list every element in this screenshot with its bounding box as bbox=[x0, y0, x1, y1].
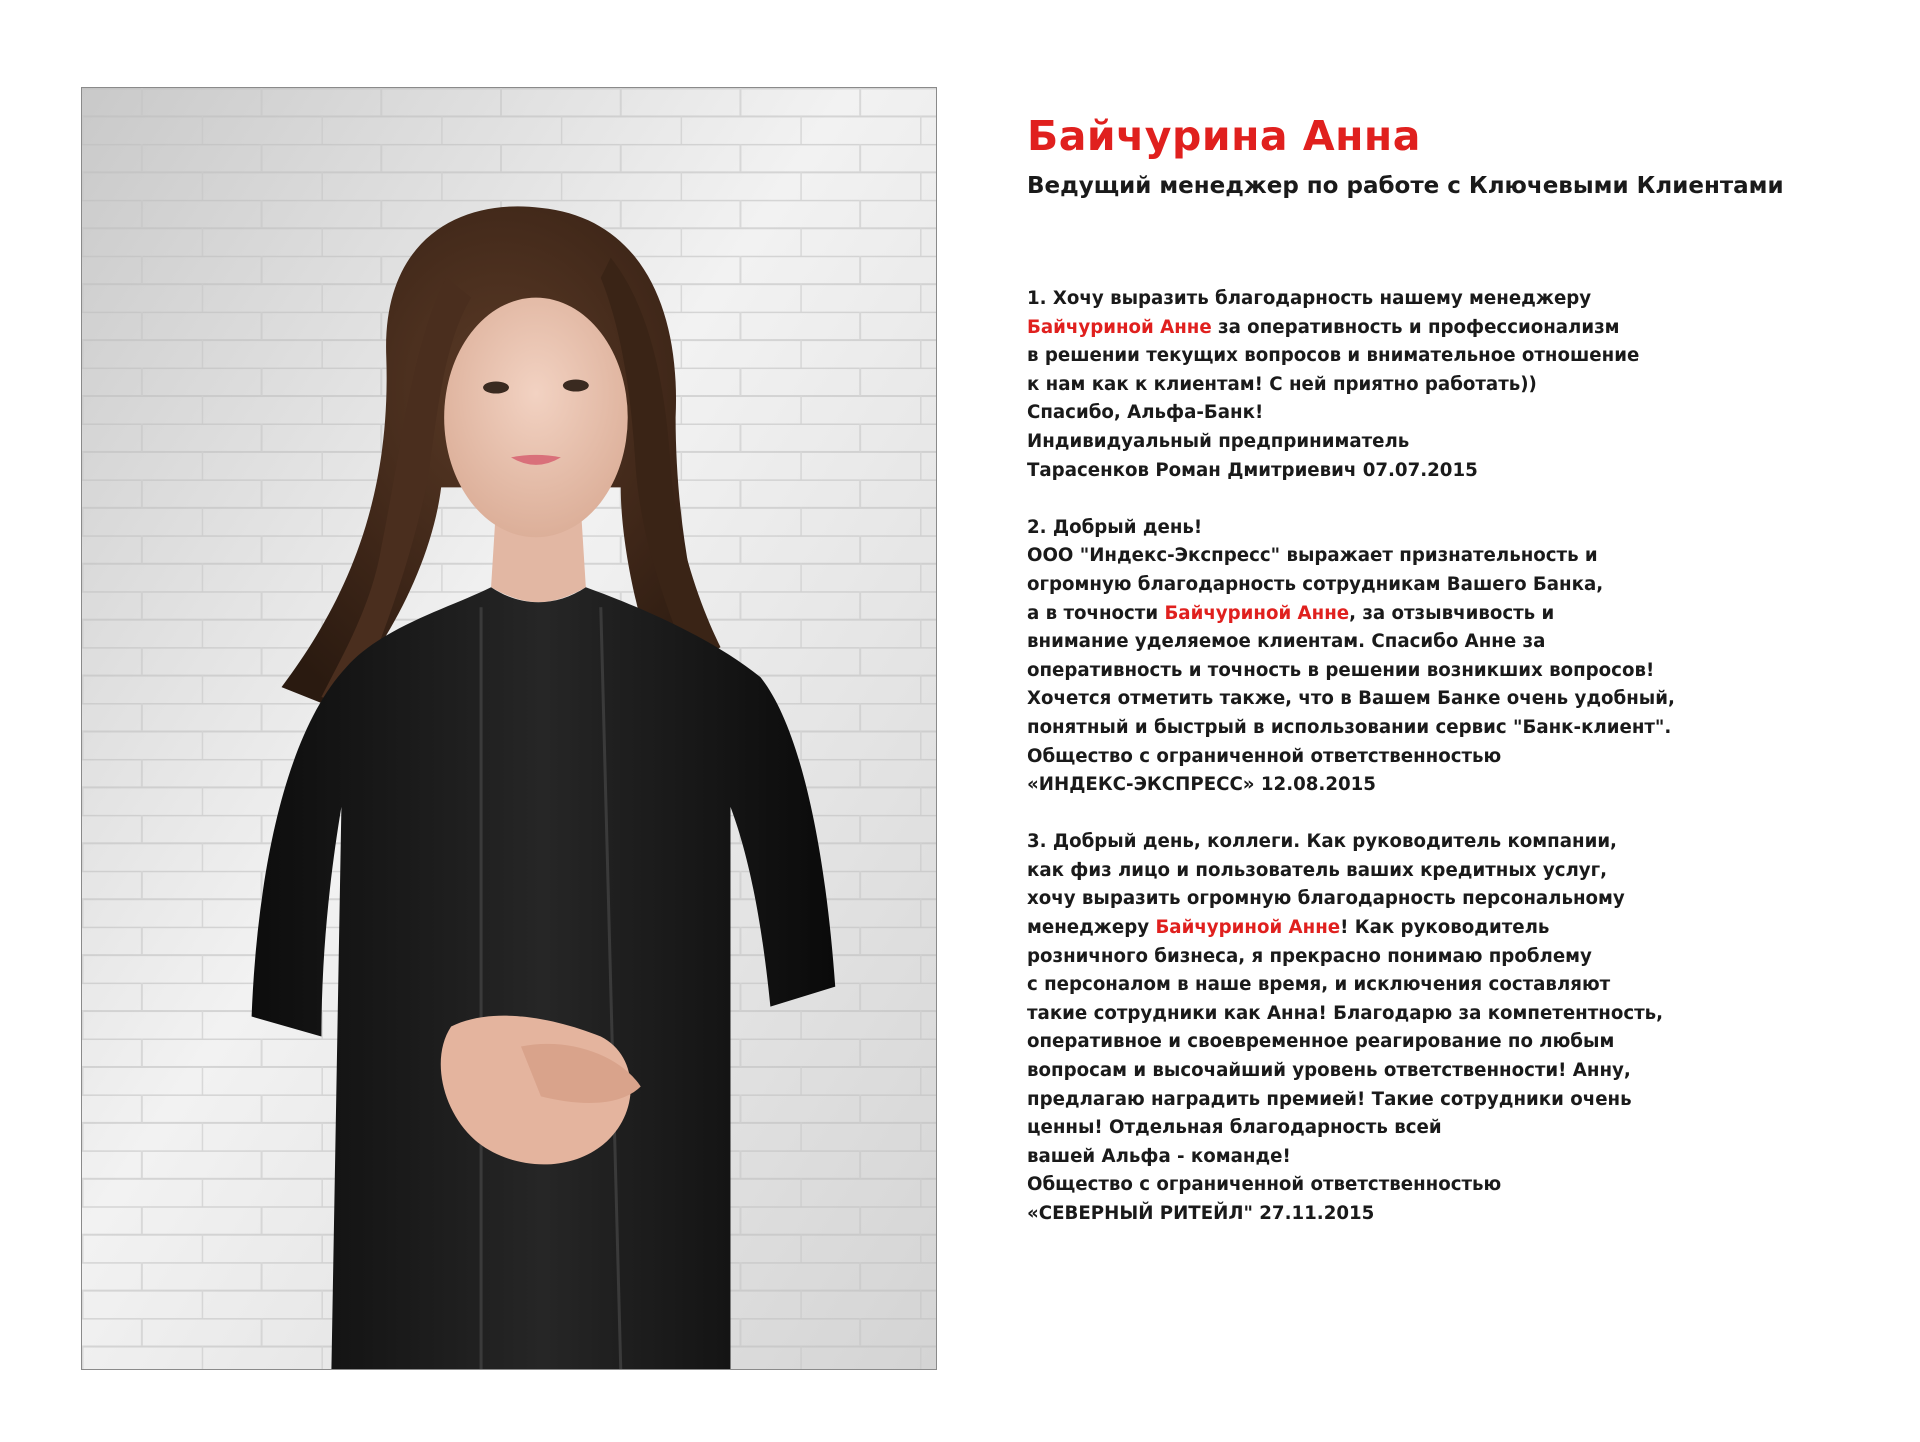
review-text: предлагаю наградить премией! Такие сотрудники очень bbox=[1027, 1088, 1632, 1110]
review-line bbox=[1027, 600, 1887, 629]
review-line bbox=[1027, 1028, 1887, 1057]
review-line bbox=[1027, 657, 1887, 686]
review-text: ценны! Отдельная благодарность всей bbox=[1027, 1117, 1442, 1139]
highlighted-employee-name: Байчуриной Анне bbox=[1027, 316, 1212, 338]
review-line bbox=[1027, 628, 1887, 657]
review-text: менеджеру bbox=[1027, 917, 1156, 939]
review-text: как физ лицо и пользователь ваших кредитных услуг, bbox=[1027, 859, 1608, 881]
review-text: за оперативность и профессионализм bbox=[1211, 316, 1620, 338]
portrait-photo-icon bbox=[82, 88, 936, 1369]
review-line bbox=[1027, 828, 1887, 857]
review-text: хочу выразить огромную благодарность персональному bbox=[1027, 888, 1625, 910]
review-text: вашей Альфа - команде! bbox=[1027, 1145, 1291, 1167]
review-text: «СЕВЕРНЫЙ РИТЕЙЛ" 27.11.2015 bbox=[1027, 1203, 1375, 1224]
review-line bbox=[1027, 314, 1887, 343]
review-text: ! Как руководитель bbox=[1340, 917, 1550, 939]
highlighted-employee-name: Байчуриной Анне bbox=[1164, 602, 1350, 624]
review-text: 2. Добрый день! bbox=[1027, 516, 1203, 538]
review-text: такие сотрудники как Анна! Благодарю за компетентность, bbox=[1027, 1002, 1664, 1024]
review-line bbox=[1027, 1114, 1887, 1143]
review-line bbox=[1027, 1057, 1887, 1086]
review-text: «ИНДЕКС-ЭКСПРЕСС» 12.08.2015 bbox=[1027, 774, 1376, 796]
review-text: Общество с ограниченной ответственностью bbox=[1027, 1174, 1502, 1196]
review-line bbox=[1027, 342, 1887, 371]
review-line bbox=[1027, 1143, 1887, 1172]
review-line bbox=[1027, 514, 1887, 543]
review-line bbox=[1027, 743, 1887, 772]
review-text: розничного бизнеса, я прекрасно понимаю проблему bbox=[1027, 945, 1592, 967]
review-line bbox=[1027, 971, 1887, 1000]
review-text: 3. Добрый день, коллеги. Как руководитель компании, bbox=[1027, 831, 1617, 853]
review-text: вопросам и высочайший уровень ответственности! Анну, bbox=[1027, 1060, 1631, 1082]
review-text: ООО "Индекс-Экспресс" выражает признательность и bbox=[1027, 545, 1598, 567]
review-text: оперативность и точность в решении возникших вопросов! bbox=[1027, 659, 1655, 681]
review-line bbox=[1027, 943, 1887, 972]
review-line bbox=[1027, 714, 1887, 743]
review-line bbox=[1027, 371, 1887, 400]
review-text: , за отзывчивость и bbox=[1349, 602, 1555, 624]
review-line bbox=[1027, 1171, 1887, 1200]
review-3 bbox=[1027, 828, 1887, 1228]
review-text: Хочется отметить также, что в Вашем Банке очень удобный, bbox=[1027, 688, 1675, 710]
employee-name: Байчурина Анна bbox=[1027, 112, 1421, 160]
review-text: к нам как к клиентам! С ней приятно работать)) bbox=[1027, 373, 1537, 395]
review-line bbox=[1027, 685, 1887, 714]
review-line bbox=[1027, 885, 1887, 914]
review-2 bbox=[1027, 514, 1887, 800]
review-line bbox=[1027, 914, 1887, 943]
highlighted-employee-name: Байчуриной Анне bbox=[1155, 917, 1341, 939]
review-line bbox=[1027, 542, 1887, 571]
employee-position: Ведущий менеджер по работе с Ключевыми Клиентами bbox=[1027, 173, 1784, 199]
review-line bbox=[1027, 399, 1887, 428]
review-text: внимание уделяемое клиентам. Спасибо Анне за bbox=[1027, 631, 1546, 653]
review-text: а в точности bbox=[1027, 602, 1165, 624]
profile-header bbox=[1027, 108, 1887, 202]
portrait-photo bbox=[81, 87, 937, 1370]
review-text: Тарасенков Роман Дмитриевич 07.07.2015 bbox=[1027, 459, 1478, 481]
review-line bbox=[1027, 857, 1887, 886]
review-line bbox=[1027, 771, 1887, 800]
review-text: Спасибо, Альфа-Банк! bbox=[1027, 402, 1264, 424]
review-text: понятный и быстрый в использовании сервис "Банк-клиент". bbox=[1027, 716, 1672, 738]
review-line bbox=[1027, 428, 1887, 457]
review-line bbox=[1027, 1000, 1887, 1029]
review-text: огромную благодарность сотрудникам Вашего Банка, bbox=[1027, 573, 1604, 595]
review-1 bbox=[1027, 285, 1887, 485]
review-text: Индивидуальный предприниматель bbox=[1027, 430, 1410, 452]
review-text: Общество с ограниченной ответственностью bbox=[1027, 745, 1502, 767]
review-text: оперативное и своевременное реагирование по любым bbox=[1027, 1031, 1615, 1053]
review-text: 1. Хочу выразить благодарность нашему менеджеру bbox=[1027, 288, 1592, 309]
reviews bbox=[1027, 285, 1887, 1257]
review-text: с персоналом в наше время, и исключения составляют bbox=[1027, 974, 1611, 996]
review-line bbox=[1027, 571, 1887, 600]
review-text: в решении текущих вопросов и внимательное отношение bbox=[1027, 345, 1640, 367]
review-line bbox=[1027, 285, 1887, 314]
review-line bbox=[1027, 1200, 1887, 1229]
review-line bbox=[1027, 1086, 1887, 1115]
review-line bbox=[1027, 457, 1887, 486]
